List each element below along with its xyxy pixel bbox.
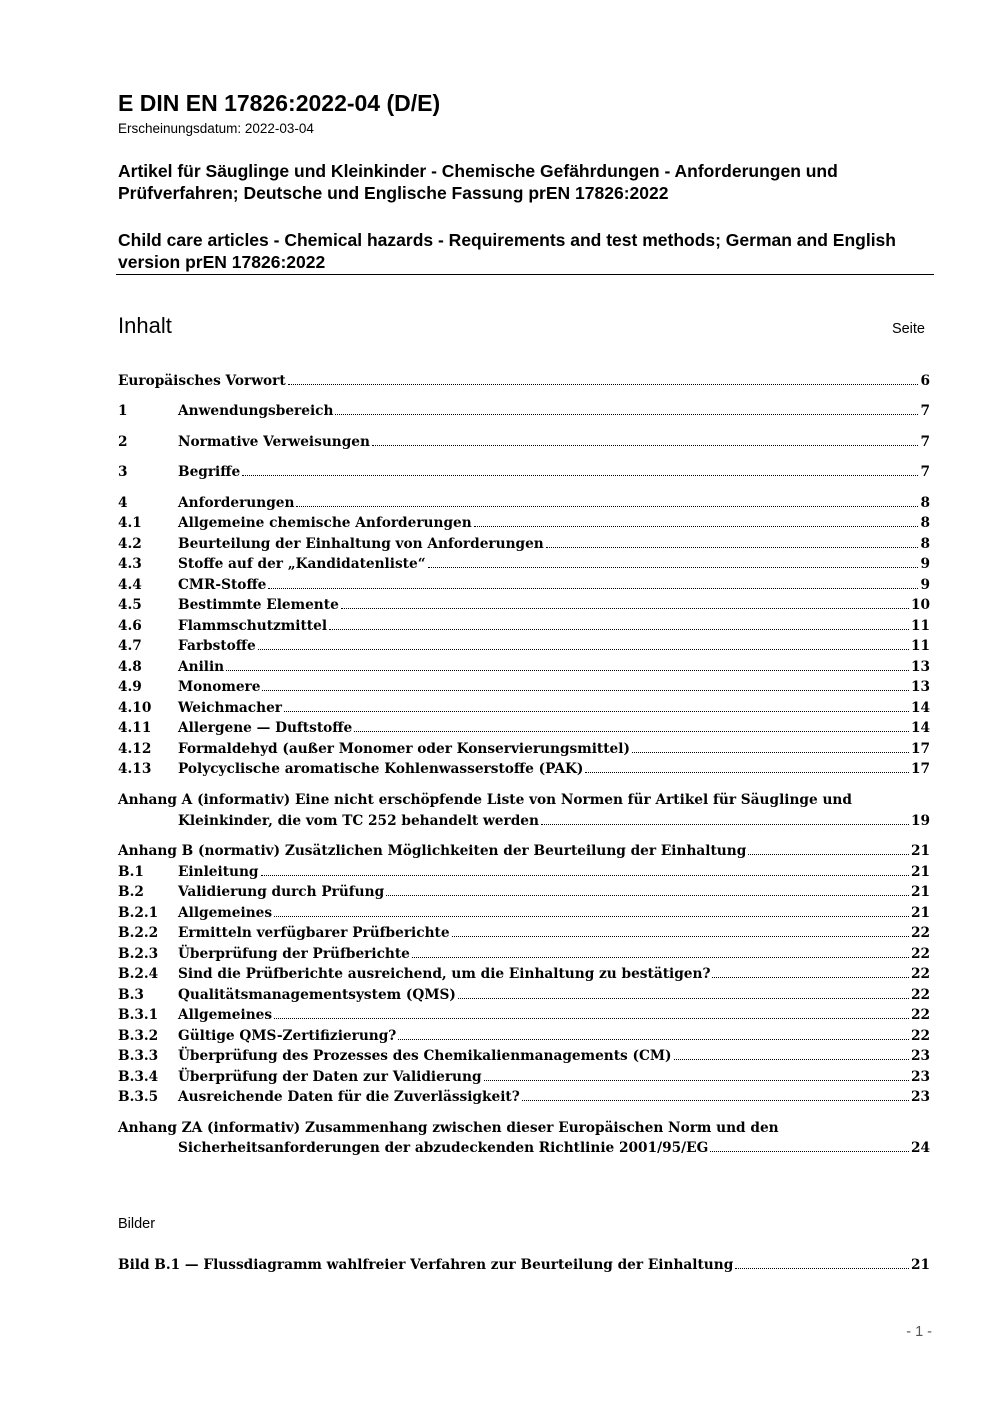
toc-entry-4-7[interactable] [118,636,930,657]
toc-entry-number: B.2.3 [118,946,159,962]
toc-entry-title: Anhang B (normativ) Zusätzlichen Möglichkeiten der Beurteilung der Einhaltung [118,843,747,859]
document-title: E DIN EN 17826:2022-04 (D/E) [118,90,441,116]
toc-entry-page: 8 [920,495,930,511]
toc-entry-title: Anilin [178,659,225,675]
leader-dots [329,629,909,630]
toc-entry-page: 8 [920,515,930,531]
figure-entry-b-1[interactable] [118,1255,930,1276]
toc-entry-3[interactable] [118,462,930,483]
toc-entry-number: 4.3 [118,556,142,572]
toc-entry-title: Weichmacher [178,700,283,716]
page-number: - 1 - [906,1324,932,1340]
toc-entry-number: 3 [118,464,128,480]
toc-entry-page: 9 [920,577,930,593]
toc-heading: Inhalt [118,313,172,338]
leader-dots [585,772,909,773]
toc-entry-title: Überprüfung des Prozesses des Chemikalienmanagements (CM) [178,1048,672,1064]
toc-entry-page: 24 [910,1140,930,1156]
toc-entry-title: Allergene — Duftstoffe [178,720,353,736]
toc-entry-title: Bestimmte Elemente [178,597,339,613]
toc-entry-b-3[interactable] [118,985,930,1006]
toc-entry-title: Normative Verweisungen [178,434,370,450]
toc-entry-number: B.2.2 [118,925,159,941]
toc-entry-page: 17 [910,761,930,777]
title-german: Artikel für Säuglinge und Kleinkinder - Chemische Gefährdungen - Anforderungen und Prüfverfahren; Deutsche und Englische Fassung prEN 17826:2022 [118,161,838,203]
toc-entry-vorwort[interactable] [118,371,930,392]
leader-dots [712,977,908,978]
leader-dots [674,1059,909,1060]
toc-entry-page: 14 [910,720,930,736]
toc-entry-title: CMR-Stoffe [178,577,267,593]
toc-entry-page: 19 [910,813,930,829]
toc-entry-page: 9 [920,556,930,572]
toc-entry-number: 4.4 [118,577,142,593]
toc-entry-title: Anhang ZA (informativ) Zusammenhang zwischen dieser Europäischen Norm und den [118,1120,779,1136]
toc-entry-b-1[interactable] [118,862,930,883]
title-english: Child care articles - Chemical hazards - Requirements and test methods; German and English version prEN 17826:2022 [118,230,896,272]
toc-entry-b-2-1[interactable] [118,903,930,924]
toc-entry-page: 11 [910,618,930,634]
leader-dots [335,414,918,415]
publication-date: Erscheinungsdatum: 2022-03-04 [118,121,314,136]
leader-dots [428,567,919,568]
toc-entry-1[interactable] [118,401,930,422]
toc-entry-number: B.2.1 [118,905,159,921]
leader-dots [546,547,919,548]
leader-dots [274,1018,909,1019]
toc-entry-4-13[interactable] [118,759,930,780]
toc-entry-page: 23 [910,1089,930,1105]
toc-entry-number: 4.12 [118,741,152,757]
toc-entry-page: 22 [910,1028,930,1044]
toc-entry-number: B.3 [118,987,144,1003]
toc-entry-title: Gültige QMS-Zertifizierung? [178,1028,397,1044]
leader-dots [354,731,909,732]
toc-entry-title: Farbstoffe [178,638,256,654]
toc-entry-4[interactable] [118,493,930,514]
toc-entry-page: 23 [910,1048,930,1064]
toc-entry-title: Allgemeines [178,1007,273,1023]
toc-entry-number: B.3.5 [118,1089,159,1105]
leader-dots [541,824,909,825]
toc-entry-title: Anhang A (informativ) Eine nicht erschöpfende Liste von Normen für Artikel für Säuglinge und [118,792,852,808]
toc-entry-b-3-4[interactable] [118,1067,930,1088]
toc-annex-za-line1[interactable] [118,1118,930,1139]
leader-dots [412,957,909,958]
toc-entry-page: 13 [910,659,930,675]
leader-dots [458,998,909,999]
leader-dots [452,936,909,937]
toc-entry-b-2-2[interactable] [118,923,930,944]
leader-dots [288,384,919,385]
toc-entry-b-2[interactable] [118,882,930,903]
leader-dots [735,1268,909,1269]
leader-dots [226,670,909,671]
toc-entry-page: 8 [920,536,930,552]
toc-entry-number: 4.6 [118,618,142,634]
toc-entry-4-12[interactable] [118,739,930,760]
toc-entry-number: 1 [118,403,128,419]
toc-entry-page: 21 [910,905,930,921]
leader-dots [398,1039,909,1040]
toc-entry-page: 10 [910,597,930,613]
toc-entry-title: Überprüfung der Daten zur Validierung [178,1069,482,1085]
toc-entry-4-8[interactable] [118,657,930,678]
toc-entry-number: 4.7 [118,638,142,654]
toc-entry-title: Europäisches Vorwort [118,373,286,389]
header-divider [116,274,934,275]
toc-entry-number: B.2.4 [118,966,159,982]
toc-entry-page: 22 [910,966,930,982]
figures-heading: Bilder [118,1216,156,1232]
figure-entry-page: 21 [910,1257,930,1273]
toc-annex-a-line1[interactable] [118,790,930,811]
leader-dots [484,1080,909,1081]
toc-entry-title: Qualitätsmanagementsystem (QMS) [178,987,456,1003]
leader-dots [522,1100,909,1101]
toc-entry-b-3-5[interactable] [118,1087,930,1108]
leader-dots [372,445,919,446]
toc-entry-number: B.3.4 [118,1069,159,1085]
leader-dots [261,875,909,876]
toc-entry-b-3-2[interactable] [118,1026,930,1047]
page-column-label: Seite [891,321,925,337]
toc-entry-page: 14 [910,700,930,716]
toc-entry-page: 11 [910,638,930,654]
toc-entry-page: 21 [910,884,930,900]
toc-entry-number: 4.11 [118,720,152,736]
toc-entry-4-5[interactable] [118,595,930,616]
toc-entry-title: Anwendungsbereich [178,403,334,419]
toc-entry-page: 13 [910,679,930,695]
leader-dots [268,588,918,589]
toc-entry-page: 7 [920,464,930,480]
toc-entry-title: Ermitteln verfügbarer Prüfberichte [178,925,450,941]
toc-entry-page: 21 [910,843,930,859]
toc-entry-number: B.3.2 [118,1028,159,1044]
leader-dots [274,916,909,917]
toc-annex-za-line2[interactable] [118,1138,930,1159]
toc-entry-title: Polycyclische aromatische Kohlenwasserstoffe (PAK) [178,761,584,777]
leader-dots [296,506,918,507]
leader-dots [632,752,909,753]
leader-dots [262,690,908,691]
leader-dots [748,854,909,855]
toc-entry-b-2-4[interactable] [118,964,930,985]
toc-entry-4-9[interactable] [118,677,930,698]
toc-entry-title: Beurteilung der Einhaltung von Anforderungen [178,536,544,552]
toc-entry-title: Sind die Prüfberichte ausreichend, um die Einhaltung zu bestätigen? [178,966,711,982]
toc-entry-number: 4.9 [118,679,142,695]
toc-entry-number: 4.5 [118,597,142,613]
toc-entry-title: Sicherheitsanforderungen der abzudeckenden Richtlinie 2001/95/EG [178,1140,709,1156]
toc-entry-page: 22 [910,925,930,941]
toc-entry-number: 2 [118,434,128,450]
toc-entry-title: Begriffe [178,464,241,480]
leader-dots [474,526,919,527]
toc-entry-number: 4.10 [118,700,152,716]
toc-entry-page: 22 [910,1007,930,1023]
toc-entry-4-11[interactable] [118,718,930,739]
toc-entry-number: 4.1 [118,515,142,531]
toc-entry-number: B.2 [118,884,144,900]
toc-entry-b-3-1[interactable] [118,1005,930,1026]
toc-entry-4-1[interactable] [118,513,930,534]
toc-entry-4-10[interactable] [118,698,930,719]
toc-entry-title: Ausreichende Daten für die Zuverlässigkeit? [178,1089,520,1105]
toc-entry-4-3[interactable] [118,554,930,575]
toc-entry-number: B.3.3 [118,1048,159,1064]
leader-dots [242,475,918,476]
toc-entry-title: Formaldehyd (außer Monomer oder Konservierungsmittel) [178,741,630,757]
toc-entry-2[interactable] [118,432,930,453]
toc-entry-page: 17 [910,741,930,757]
leader-dots [386,895,909,896]
toc-annex-a-line2[interactable] [118,811,930,832]
leader-dots [341,608,909,609]
toc-entry-title: Stoffe auf der „Kandidatenliste“ [178,556,426,572]
toc-entry-title: Kleinkinder, die vom TC 252 behandelt werden [178,813,539,829]
toc-entry-4-4[interactable] [118,575,930,596]
toc-entry-title: Allgemeine chemische Anforderungen [178,515,472,531]
toc-entry-b-2-3[interactable] [118,944,930,965]
leader-dots [284,711,909,712]
toc-entry-title: Anforderungen [178,495,295,511]
leader-dots [710,1151,909,1152]
toc-entry-number: 4 [118,495,128,511]
figure-entry-title: Bild B.1 — Flussdiagramm wahlfreier Verfahren zur Beurteilung der Einhaltung [118,1257,734,1273]
toc-annex-b[interactable] [118,841,930,862]
toc-entry-4-2[interactable] [118,534,930,555]
toc-entry-page: 21 [910,864,930,880]
toc-entry-title: Einleitung [178,864,259,880]
toc-entry-b-3-3[interactable] [118,1046,930,1067]
toc-entry-number: B.3.1 [118,1007,159,1023]
toc-entry-4-6[interactable] [118,616,930,637]
toc-entry-number: 4.2 [118,536,142,552]
toc-entry-title: Validierung durch Prüfung [178,884,385,900]
toc-entry-page: 23 [910,1069,930,1085]
toc-entry-number: 4.8 [118,659,142,675]
toc-entry-title: Allgemeines [178,905,273,921]
toc-entry-page: 6 [920,373,930,389]
toc-entry-page: 7 [920,403,930,419]
toc-entry-page: 22 [910,987,930,1003]
toc-entry-title: Überprüfung der Prüfberichte [178,946,410,962]
toc-entry-title: Monomere [178,679,261,695]
toc-entry-number: B.1 [118,864,144,880]
leader-dots [258,649,909,650]
toc-entry-page: 7 [920,434,930,450]
toc-entry-page: 22 [910,946,930,962]
toc-entry-title: Flammschutzmittel [178,618,328,634]
toc-entry-number: 4.13 [118,761,152,777]
